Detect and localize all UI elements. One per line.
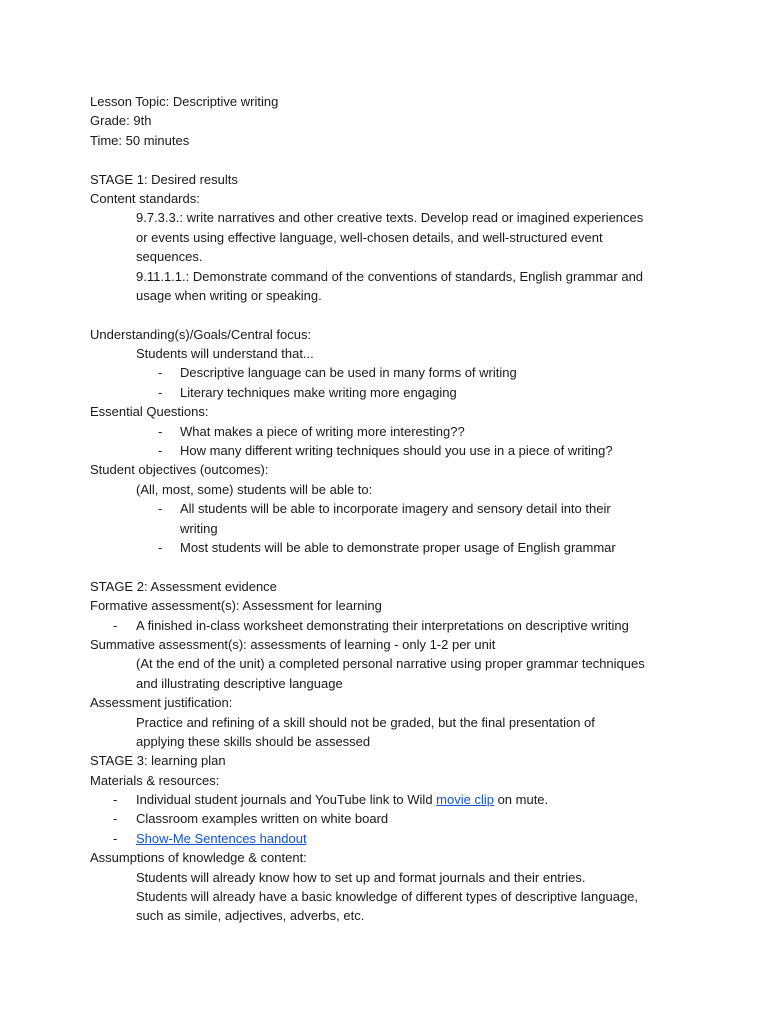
stage3-heading: STAGE 3: learning plan [90,753,226,769]
materials-label: Materials & resources: [90,772,220,788]
essential-questions-label: Essential Questions: [90,404,209,420]
content-standards-label: Content standards: [90,190,200,206]
justification-label: Assessment justification: [90,695,233,711]
list-item: - Descriptive language can be used in many forms of writing [158,365,517,381]
assumption-text: such as simile, adjectives, adverbs, etc. [136,908,365,924]
list-item: - Show-Me Sentences handout [113,830,307,846]
list-item: - A finished in-class worksheet demonstrating their interpretations on descriptive writing [113,617,629,633]
stage2-heading: STAGE 2: Assessment evidence [90,578,277,594]
grade: Grade: 9th [90,113,152,129]
assumption-text: Students will already know how to set up and format journals and their entries. [136,869,586,885]
show-me-sentences-link[interactable]: Show-Me Sentences handout [136,830,307,846]
understandings-label: Understanding(s)/Goals/Central focus: [90,326,312,342]
assumptions-label: Assumptions of knowledge & content: [90,850,307,866]
summative-text: and illustrating descriptive language [136,675,343,691]
lesson-topic: Lesson Topic: Descriptive writing [90,94,279,109]
objectives-intro: (All, most, some) students will be able to: [136,481,373,497]
understandings-intro: Students will understand that... [136,346,314,362]
list-item: - Classroom examples written on white board [113,811,389,827]
assumption-text: Students will already have a basic knowledge of different types of descriptive language, [136,889,639,905]
list-item: - Most students will be able to demonstrate proper usage of English grammar [158,539,616,555]
list-item: - What makes a piece of writing more interesting?? [158,423,465,439]
movie-clip-link[interactable]: movie clip [436,792,494,808]
list-item: - Literary techniques make writing more engaging [158,384,457,400]
list-item: - How many different writing techniques should you use in a piece of writing? [158,443,613,459]
time: Time: 50 minutes [90,132,190,148]
justification-text: Practice and refining of a skill should not be graded, but the final presentation of [136,714,595,730]
summative-text: (At the end of the unit) a completed personal narrative using proper grammar techniques [136,656,645,672]
standard-line: sequences. [136,249,203,265]
list-item: - All students will be able to incorporate imagery and sensory detail into their [158,501,611,517]
standard-line: or events using effective language, well-chosen details, and well-structured event [136,229,603,245]
formative-label: Formative assessment(s): Assessment for learning [90,598,382,614]
list-item: - Individual student journals and YouTube link to Wild movie clip on mute. [113,792,549,808]
standard-line: usage when writing or speaking. [136,287,322,303]
standard-line: 9.7.3.3.: write narratives and other creative texts. Develop read or imagined experiences [136,210,644,226]
justification-text: applying these skills should be assessed [136,733,371,749]
stage1-heading: STAGE 1: Desired results [90,171,238,187]
list-item-continuation: writing [180,520,218,536]
objectives-label: Student objectives (outcomes): [90,462,269,478]
summative-label: Summative assessment(s): assessments of learning - only 1-2 per unit [90,636,496,652]
lesson-plan [90,92,690,926]
standard-line: 9.11.1.1.: Demonstrate command of the conventions of standards, English grammar and [136,268,644,284]
